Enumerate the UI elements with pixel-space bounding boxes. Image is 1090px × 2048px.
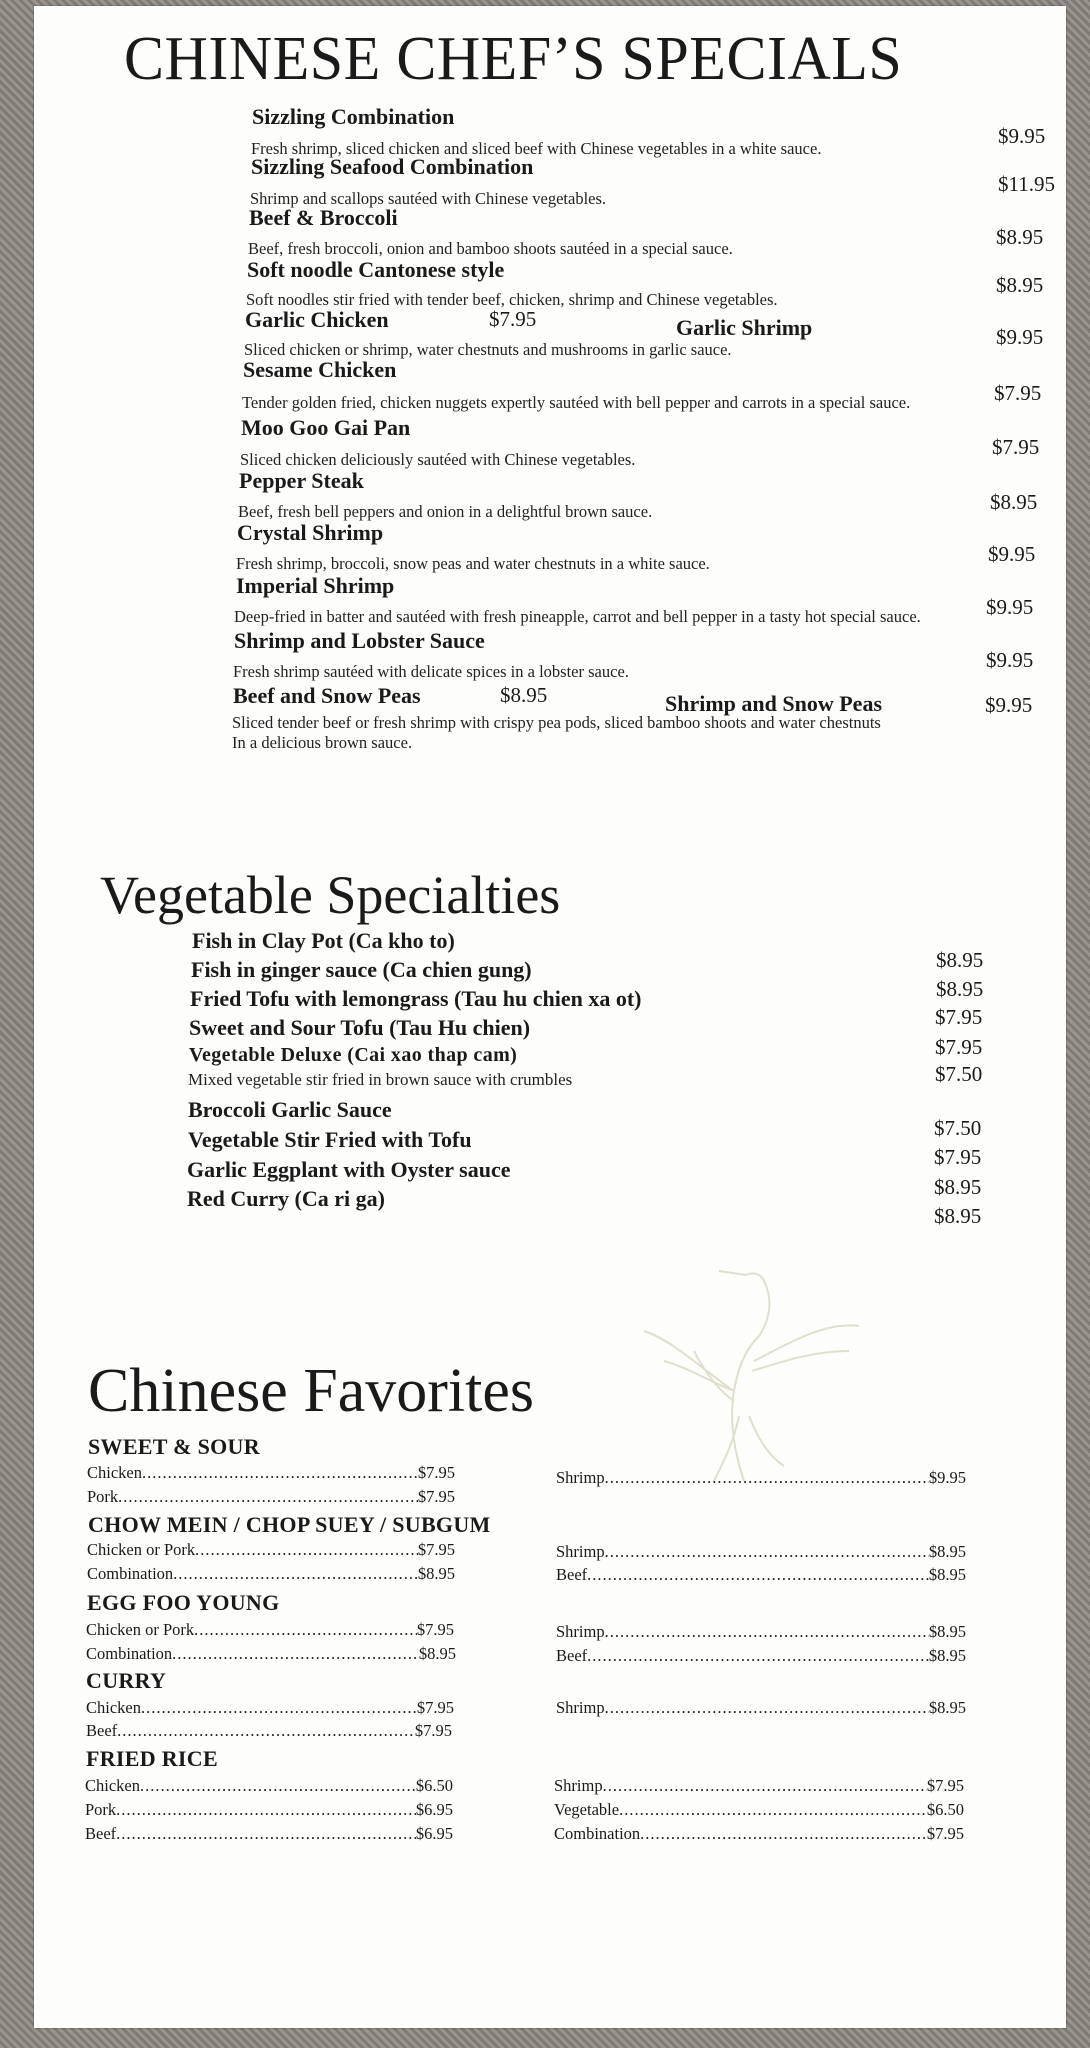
- group-heading: CHOW MEIN / CHOP SUEY / SUBGUM: [88, 1512, 491, 1537]
- list-item: [85, 1800, 453, 1820]
- leader-dots: [603, 1776, 927, 1796]
- list-item: [188, 1127, 472, 1153]
- dish-description: Sliced chicken deliciously sautéed with Chinese vegetables.: [240, 450, 636, 469]
- dish-name: Beef and Snow Peas: [233, 683, 421, 708]
- list-item: [554, 1776, 964, 1796]
- dish-price: $7.50: [934, 1116, 982, 1140]
- item-name: Beef: [556, 1565, 588, 1584]
- item-price: $8.95: [928, 1542, 966, 1561]
- dish-name: Sizzling Combination: [252, 104, 455, 129]
- dish-description: Beef, fresh broccoli, onion and bamboo shoots sautéed in a special sauce.: [248, 239, 733, 258]
- dish-name: Fish in ginger sauce (Ca chien gung): [191, 957, 532, 982]
- list-item: [86, 1721, 452, 1741]
- item-name: Shrimp: [556, 1698, 605, 1717]
- dish-price: $8.95: [996, 225, 1044, 249]
- item-price: $6.95: [415, 1800, 453, 1819]
- dish-name: Imperial Shrimp: [236, 573, 395, 598]
- item-price: $9.95: [928, 1468, 966, 1487]
- item-name: Combination: [87, 1564, 174, 1583]
- list-item: [556, 1468, 966, 1488]
- item-price: $7.95: [926, 1776, 964, 1795]
- list-item: [556, 1542, 966, 1562]
- item-price: $6.50: [415, 1776, 453, 1795]
- dish-price: $9.95: [996, 325, 1044, 349]
- item-price: $7.95: [417, 1463, 455, 1482]
- dish-price: $7.95: [489, 307, 537, 331]
- item-name: Chicken: [85, 1776, 140, 1795]
- group-heading: CURRY: [86, 1668, 167, 1693]
- dish-description-cont: In a delicious brown sauce.: [232, 733, 413, 752]
- item-price: $7.95: [417, 1487, 455, 1506]
- dish-price: $9.95: [986, 595, 1034, 619]
- dish-price: $8.95: [936, 977, 984, 1001]
- item-name: Chicken: [87, 1463, 142, 1482]
- leader-dots: [605, 1468, 929, 1488]
- list-item: [556, 1646, 966, 1666]
- leader-dots: [172, 1644, 419, 1664]
- dish-name-alt: Garlic Shrimp: [676, 315, 813, 340]
- dish-description: Sliced tender beef or fresh shrimp with crispy pea pods, sliced bamboo shoots and water chestnuts: [232, 713, 881, 732]
- item-name: Pork: [85, 1800, 117, 1819]
- item-name: Chicken: [86, 1698, 141, 1717]
- item-price: $6.95: [415, 1824, 453, 1843]
- dish-name: Moo Goo Gai Pan: [241, 415, 411, 440]
- dish-price: $7.95: [994, 381, 1042, 405]
- list-item: [87, 1564, 455, 1584]
- item-price: $8.95: [928, 1622, 966, 1641]
- list-item: [554, 1824, 964, 1844]
- leader-dots: [194, 1620, 417, 1640]
- list-item: [190, 986, 641, 1012]
- dish-name-alt: Shrimp and Snow Peas: [665, 691, 883, 716]
- dish-description: Tender golden fried, chicken nuggets expertly sautéed with bell pepper and carrots in a special sauce.: [242, 393, 911, 412]
- leader-dots: [117, 1721, 415, 1741]
- list-item: [191, 957, 532, 983]
- leader-dots: [142, 1463, 418, 1483]
- dish-price: $9.95: [988, 542, 1036, 566]
- list-item: [188, 1097, 392, 1123]
- dish-price: $9.95: [985, 693, 1033, 717]
- dish-price: $7.95: [935, 1005, 983, 1029]
- list-item: [86, 1644, 456, 1664]
- item-name: Beef: [85, 1824, 117, 1843]
- leader-dots: [195, 1540, 418, 1560]
- list-item: [87, 1540, 455, 1560]
- item-name: Shrimp: [556, 1622, 605, 1641]
- dish-name: Shrimp and Lobster Sauce: [234, 628, 485, 653]
- list-item: [556, 1622, 966, 1642]
- dish-description: Fresh shrimp, broccoli, snow peas and water chestnuts in a white sauce.: [236, 554, 710, 573]
- item-name: Shrimp: [556, 1542, 605, 1561]
- dish-name: Vegetable Deluxe (Cai xao thap cam): [189, 1044, 518, 1066]
- leader-dots: [605, 1698, 929, 1718]
- item-price: $8.95: [418, 1644, 456, 1663]
- dish-name: Vegetable Stir Fried with Tofu: [188, 1127, 472, 1152]
- item-name: Combination: [554, 1824, 641, 1843]
- leader-dots: [605, 1542, 929, 1562]
- dish-name: Crystal Shrimp: [237, 520, 384, 545]
- favorites-section-title: Chinese Favorites: [88, 1357, 534, 1425]
- dish-name: Sizzling Seafood Combination: [251, 154, 534, 179]
- list-item: [554, 1800, 964, 1820]
- dish-price: $11.95: [998, 172, 1055, 196]
- crane-icon: [634, 1251, 864, 1491]
- dish-price: $9.95: [986, 648, 1034, 672]
- leader-dots: [116, 1824, 416, 1844]
- dish-name: Soft noodle Cantonese style: [247, 257, 505, 282]
- dish-description: Mixed vegetable stir fried in brown sauce with crumbles: [188, 1070, 573, 1089]
- dish-name: Beef & Broccoli: [249, 205, 398, 230]
- leader-dots: [640, 1824, 927, 1844]
- dish-price: $8.95: [934, 1204, 982, 1228]
- list-item: [85, 1824, 453, 1844]
- dish-name: Pepper Steak: [239, 468, 364, 493]
- item-price: $7.95: [414, 1721, 452, 1740]
- list-item: [86, 1698, 454, 1718]
- item-price: $7.95: [417, 1540, 455, 1559]
- item-name: Pork: [87, 1487, 119, 1506]
- leader-dots: [173, 1564, 418, 1584]
- leader-dots: [587, 1646, 929, 1666]
- leader-dots: [140, 1776, 416, 1796]
- menu-page: [34, 6, 1066, 2028]
- item-name: Shrimp: [554, 1776, 603, 1795]
- leader-dots: [118, 1487, 418, 1507]
- list-item: [192, 928, 455, 954]
- item-name: Beef: [86, 1721, 118, 1740]
- dish-description: Fresh shrimp, sliced chicken and sliced beef with Chinese vegetables in a white sauce.: [251, 139, 822, 158]
- list-item: [85, 1776, 453, 1796]
- item-price: $8.95: [928, 1646, 966, 1665]
- dish-name: Broccoli Garlic Sauce: [188, 1097, 392, 1122]
- dish-description: Shrimp and scallops sautéed with Chinese vegetables.: [250, 189, 607, 208]
- item-name: Vegetable: [554, 1800, 620, 1819]
- item-price: $7.95: [416, 1620, 454, 1639]
- dish-name: Garlic Eggplant with Oyster sauce: [187, 1157, 511, 1182]
- item-name: Chicken or Pork: [87, 1540, 196, 1559]
- dish-price: $7.95: [992, 435, 1040, 459]
- page-title: CHINESE CHEF’S SPECIALS: [124, 23, 903, 93]
- dish-name: Fried Tofu with lemongrass (Tau hu chien xa ot): [190, 986, 642, 1011]
- dish-description: Deep-fried in batter and sautéed with fresh pineapple, carrot and bell pepper in a tasty hot special sauce.: [234, 607, 921, 626]
- dish-price: $9.95: [998, 124, 1046, 148]
- item-name: Shrimp: [556, 1468, 605, 1487]
- list-item: [187, 1157, 510, 1183]
- dish-description: Beef, fresh bell peppers and onion in a delightful brown sauce.: [238, 502, 653, 521]
- list-item: [556, 1565, 966, 1585]
- item-name: Combination: [86, 1644, 173, 1663]
- dish-name: Red Curry (Ca ri ga): [187, 1186, 385, 1211]
- list-item: [556, 1698, 966, 1718]
- dish-price: $7.95: [934, 1145, 982, 1169]
- dish-price: $8.95: [934, 1175, 982, 1199]
- leader-dots: [141, 1698, 417, 1718]
- leader-dots: [587, 1565, 929, 1585]
- item-price: $8.95: [928, 1565, 966, 1584]
- group-heading: SWEET & SOUR: [88, 1434, 260, 1459]
- dish-description: Fresh shrimp sautéed with delicate spices in a lobster sauce.: [233, 662, 629, 681]
- dish-name: Garlic Chicken: [245, 307, 389, 332]
- dish-name: Sesame Chicken: [243, 357, 397, 382]
- item-price: $7.95: [416, 1698, 454, 1717]
- dish-description: Sliced chicken or shrimp, water chestnuts and mushrooms in garlic sauce.: [244, 340, 732, 359]
- vegetable-section-title: Vegetable Specialties: [100, 865, 561, 925]
- leader-dots: [619, 1800, 927, 1820]
- dish-name: Sweet and Sour Tofu (Tau Hu chien): [189, 1015, 531, 1040]
- dish-price: $8.95: [990, 490, 1038, 514]
- item-name: Beef: [556, 1646, 588, 1665]
- group-heading: EGG FOO YOUNG: [87, 1590, 280, 1615]
- list-item: [86, 1620, 454, 1640]
- dish-name: Fish in Clay Pot (Ca kho to): [192, 928, 455, 953]
- dish-price: $8.95: [936, 948, 984, 972]
- dish-price: $8.95: [500, 683, 548, 707]
- item-name: Chicken or Pork: [86, 1620, 195, 1639]
- leader-dots: [605, 1622, 929, 1642]
- list-item: [189, 1015, 530, 1041]
- item-price: $8.95: [928, 1698, 966, 1717]
- list-item: [87, 1487, 455, 1507]
- item-price: $7.95: [926, 1824, 964, 1843]
- dish-description: Soft noodles stir fried with tender beef, chicken, shrimp and Chinese vegetables.: [246, 290, 778, 309]
- leader-dots: [116, 1800, 416, 1820]
- item-price: $8.95: [417, 1564, 455, 1583]
- list-item: [187, 1186, 385, 1212]
- list-item: [87, 1463, 455, 1483]
- item-price: $6.50: [926, 1800, 964, 1819]
- group-heading: FRIED RICE: [86, 1746, 218, 1771]
- dish-price: $7.50: [935, 1062, 983, 1086]
- list-item: [189, 1044, 517, 1067]
- dish-price: $7.95: [935, 1035, 983, 1059]
- dish-price: $8.95: [996, 273, 1044, 297]
